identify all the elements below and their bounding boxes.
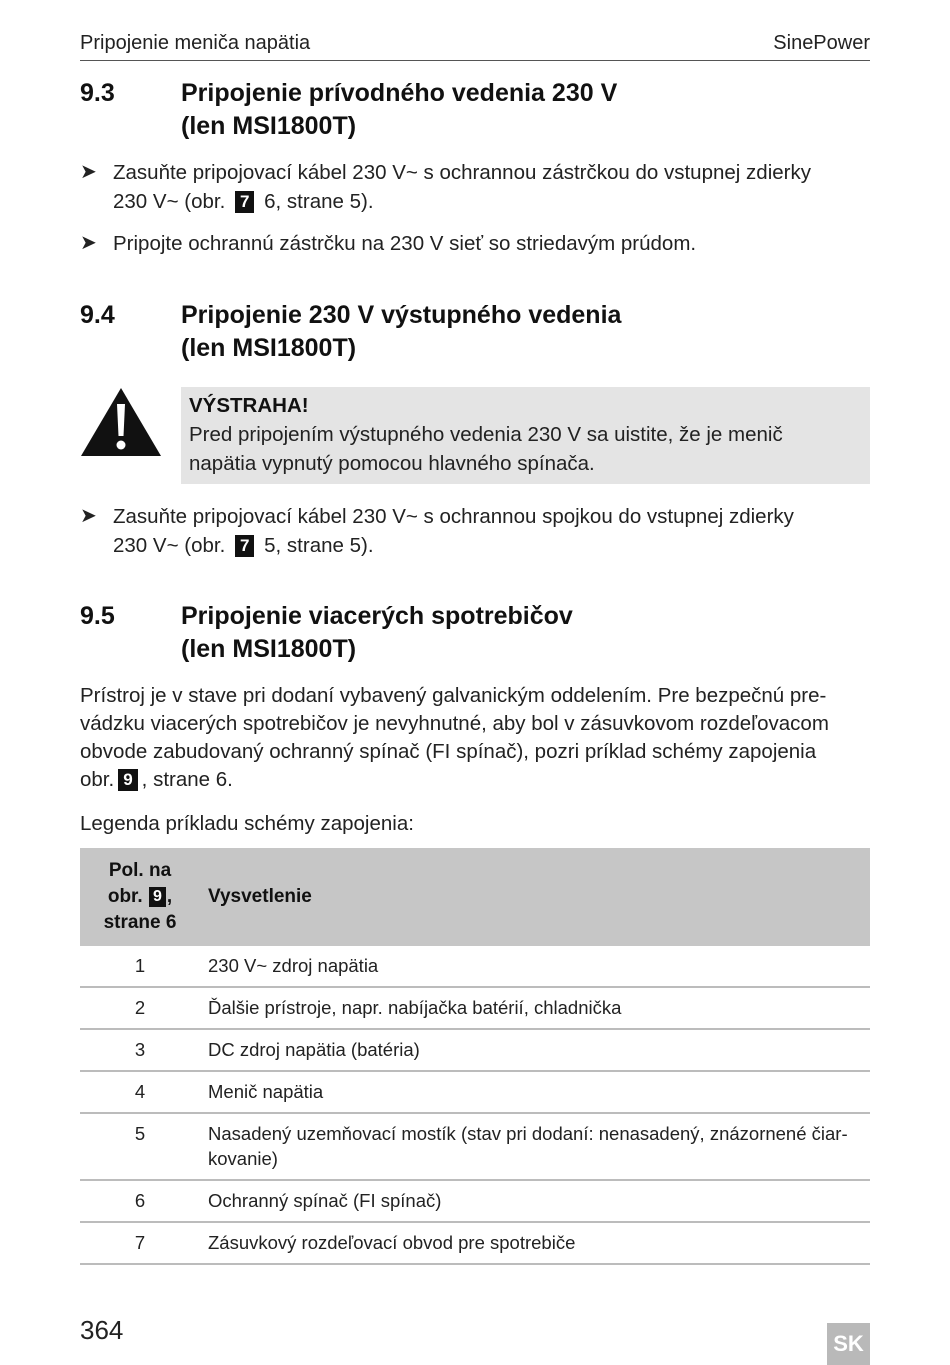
language-badge: SK	[827, 1323, 870, 1365]
section-9-5-heading	[80, 600, 870, 666]
row-position: 7	[80, 1222, 200, 1264]
instruction-text	[113, 502, 870, 560]
row-description: Nasadený uzemňovací mostík (stav pri dodaní: nenasadený, znázornené čiar-kovanie)	[200, 1113, 870, 1180]
row-description: Menič napätia	[200, 1071, 870, 1113]
instruction-text	[113, 158, 870, 216]
section-title-line: (len MSI1800T)	[181, 112, 357, 140]
text-line: vádzku viacerých spotrebičov je nevyhnutné, aby bol v zásuvkovom rozdeľovacom	[80, 712, 829, 735]
table-row	[80, 1180, 870, 1222]
section-title-line: (len MSI1800T)	[181, 334, 357, 362]
row-position: 1	[80, 946, 200, 987]
header-line: Pol. na	[108, 860, 172, 881]
table-row	[80, 946, 870, 987]
table-row	[80, 1071, 870, 1113]
instruction-text: Pripojte ochrannú zástrčku na 230 V sieť so striedavým prúdom.	[113, 232, 697, 255]
header-product: SinePower	[773, 32, 870, 54]
column-header-explanation: Vysvetlenie	[200, 848, 870, 946]
text-line: Zasuňte pripojovací kábel 230 V~ s ochrannou spojkou do vstupnej zdierky	[113, 505, 794, 528]
header-line	[80, 884, 200, 910]
row-position: 3	[80, 1029, 200, 1071]
text-fragment: ,	[166, 886, 173, 907]
header-line: strane 6	[103, 912, 177, 933]
table-row	[80, 1113, 870, 1180]
figure-ref-badge: 9	[149, 887, 166, 907]
page-number: 364	[80, 1315, 124, 1345]
warning-title: VÝSTRAHA!	[189, 394, 309, 417]
text-line	[80, 766, 870, 794]
text-line: Zasuňte pripojovací kábel 230 V~ s ochrannou zástrčkou do vstupnej zdierky	[113, 161, 811, 184]
text-fragment: 6, strane 5).	[264, 190, 374, 213]
text-fragment: obr.	[107, 886, 143, 907]
section-title	[181, 600, 870, 666]
warning-triangle-icon	[80, 386, 162, 458]
instruction-item	[80, 229, 870, 258]
legend-table	[80, 848, 870, 1265]
body-paragraph	[80, 682, 870, 794]
table-row	[80, 987, 870, 1029]
text-line: obvode zabudovaný ochranný spínač (FI spínač), pozri príklad schémy zapojenia	[80, 740, 817, 763]
row-position: 2	[80, 987, 200, 1029]
section-number: 9.4	[80, 301, 115, 329]
row-position: 6	[80, 1180, 200, 1222]
section-title-line: Pripojenie 230 V výstupného vedenia	[181, 301, 622, 329]
header-chapter: Pripojenie meniča napätia	[80, 32, 311, 54]
figure-ref-badge: 7	[235, 191, 254, 213]
figure-ref-badge: 9	[118, 769, 137, 791]
instruction-item	[80, 158, 870, 216]
instruction-item	[80, 502, 870, 560]
table-header-row	[80, 848, 870, 946]
row-description: 230 V~ zdroj napätia	[200, 946, 870, 987]
legend-intro: Legenda príkladu schémy zapojenia:	[80, 812, 414, 835]
section-9-3-heading	[80, 77, 870, 143]
text-fragment: obr.	[80, 768, 115, 791]
row-description: Ďalšie prístroje, napr. nabíjačka batérií, chladnička	[200, 987, 870, 1029]
section-title-line: (len MSI1800T)	[181, 635, 357, 663]
row-position: 4	[80, 1071, 200, 1113]
row-description: Ochranný spínač (FI spínač)	[200, 1180, 870, 1222]
column-header-position	[80, 848, 200, 946]
row-description: DC zdroj napätia (batéria)	[200, 1029, 870, 1071]
section-title-line: Pripojenie prívodného vedenia 230 V	[181, 79, 618, 107]
text-fragment: 230 V~ (obr.	[113, 190, 226, 213]
text-fragment: , strane 6.	[141, 768, 233, 791]
warning-text-line: Pred pripojením výstupného vedenia 230 V sa uistite, že je menič	[189, 423, 783, 446]
section-title	[181, 299, 870, 365]
section-title	[181, 77, 870, 143]
page-header	[80, 30, 870, 61]
arrow-bullet-icon: ➤	[80, 505, 97, 527]
table-row	[80, 1222, 870, 1264]
text-fragment: 5, strane 5).	[264, 534, 374, 557]
section-title-line: Pripojenie viacerých spotrebičov	[181, 602, 573, 630]
arrow-bullet-icon: ➤	[80, 161, 97, 183]
arrow-bullet-icon: ➤	[80, 232, 97, 254]
text-fragment: 230 V~ (obr.	[113, 534, 226, 557]
warning-text-line: napätia vypnutý pomocou hlavného spínača.	[189, 452, 595, 475]
section-number: 9.3	[80, 79, 115, 107]
row-description: Zásuvkový rozdeľovací obvod pre spotrebiče	[200, 1222, 870, 1264]
row-position: 5	[80, 1113, 200, 1180]
section-number: 9.5	[80, 602, 115, 630]
text-line: Prístroj je v stave pri dodaní vybavený galvanickým oddelením. Pre bezpečnú pre-	[80, 684, 827, 707]
section-9-4-heading	[80, 299, 870, 365]
warning-box	[181, 387, 870, 484]
table-row	[80, 1029, 870, 1071]
figure-ref-badge: 7	[235, 535, 254, 557]
